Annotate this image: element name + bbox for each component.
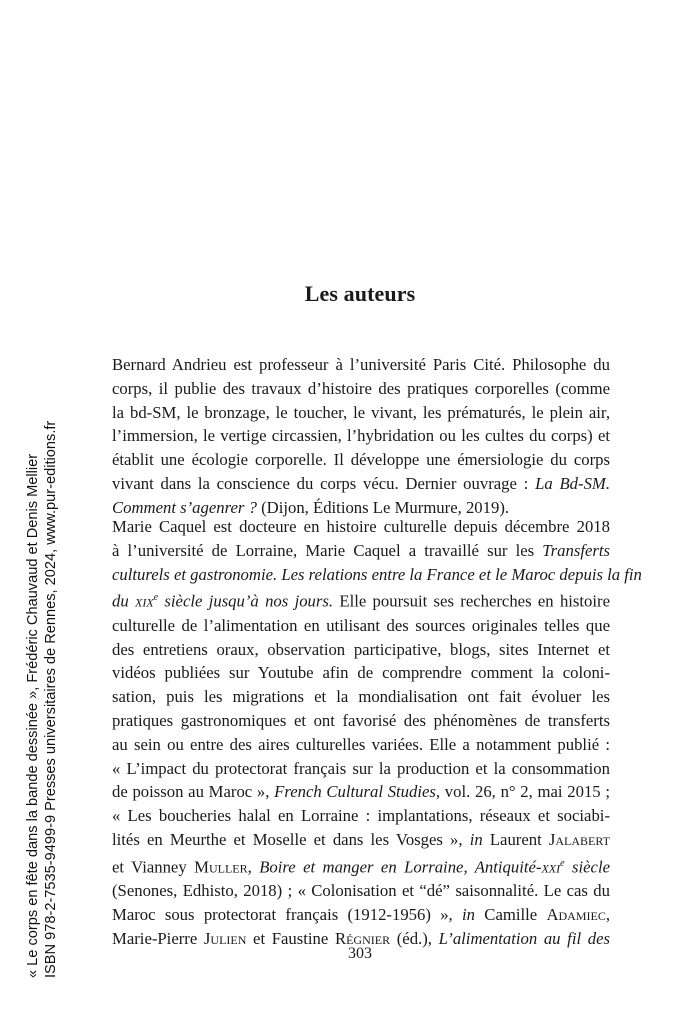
- text-line: établit une écologie corporelle. Il développe une émersiologie du corps: [112, 450, 610, 470]
- text-line: au sein ou entre des aires culturelles variées. Elle a notamment publié :: [112, 734, 610, 754]
- text-line: (Senones, Edhisto, 2018) ; « Colonisation et “dé” saisonnalité. Le cas du: [112, 881, 610, 901]
- side-note-line-1: « Le corps en fête dans la bande dessinée », Frédéric Chauvaud et Denis Mellier: [25, 453, 41, 978]
- text-line: « L’impact du protectorat français sur la production et la consommation: [112, 758, 610, 778]
- book-title: Comment s’agenrer ?: [112, 497, 257, 517]
- text-line: Marie-Pierre Julien et Faustine Régnier (éd.), L’alimentation au fil des: [112, 928, 610, 948]
- text-line: vidéos publiées sur Youtube afin de comprendre comment la coloni-: [112, 663, 610, 683]
- text-line: et Vianney Muller, Boire et manger en Lorraine, Antiquité-xxi$^e$ siècle: [112, 857, 610, 877]
- text-line: des entretiens oraux, observation participative, blogs, sites Internet et: [112, 639, 610, 659]
- text-line: vivant dans la conscience du corps vécu. Dernier ouvrage : La Bd-SM.: [112, 473, 610, 493]
- text-line: culturels et gastronomie. Les relations entre la France et le Maroc depuis la fin: [112, 564, 642, 584]
- text-line: Comment s’agenrer ? (Dijon, Éditions Le Murmure, 2019).: [112, 497, 510, 517]
- text-line: sation, puis les migrations et la mondialisation ont fait évoluer les: [112, 687, 610, 707]
- text-line: du xix$^e$ siècle jusqu’à nos jours. Elle poursuit ses recherches en histoire: [112, 591, 611, 611]
- text-line: l’immersion, le vertige circassien, l’hybridation ou les cultes du corps) et: [112, 426, 610, 446]
- text-line: la bd-SM, le bronzage, le toucher, le vivant, les prématurés, le plein air,: [112, 402, 610, 422]
- text-line: « Les boucheries halal en Lorraine : implantations, réseaux et sociabi-: [112, 806, 610, 826]
- side-note-line-2: ISBN 978-2-7535-9499-9 Presses universitaires de Rennes, 2024, www.pur-editions.fr: [43, 420, 59, 978]
- bio-marie-caquel: [112, 515, 642, 950]
- text-line: culturelle de l’alimentation en utilisant des sources originales telles que: [112, 615, 610, 635]
- page-title: Les auteurs: [304, 281, 416, 306]
- text-line: de poisson au Maroc », French Cultural Studies, vol. 26, n° 2, mai 2015 ;: [112, 782, 610, 802]
- page-number: 303: [348, 945, 372, 962]
- text-line: lités en Meurthe et Moselle et dans les Vosges », in Laurent Jalabert: [112, 829, 610, 849]
- book-title: La Bd-SM.: [535, 473, 610, 493]
- text-line: Marie Caquel est docteure en histoire culturelle depuis décembre 2018: [112, 517, 610, 536]
- bio-bernard-andrieu: [112, 353, 610, 520]
- text-line: à l’université de Lorraine, Marie Caquel a travaillé sur les Transferts: [112, 540, 610, 560]
- copyright-side-note: [24, 420, 60, 978]
- text-line: Bernard Andrieu est professeur à l’université Paris Cité. Philosophe du: [112, 355, 610, 374]
- text-line: Maroc sous protectorat français (1912-1956) », in Camille Adamiec,: [112, 904, 611, 924]
- text-line: pratiques gastronomiques et ont favorisé des phénomènes de transferts: [112, 710, 610, 730]
- text-line: corps, il publie des travaux d’histoire des pratiques corporelles (comme: [112, 378, 610, 398]
